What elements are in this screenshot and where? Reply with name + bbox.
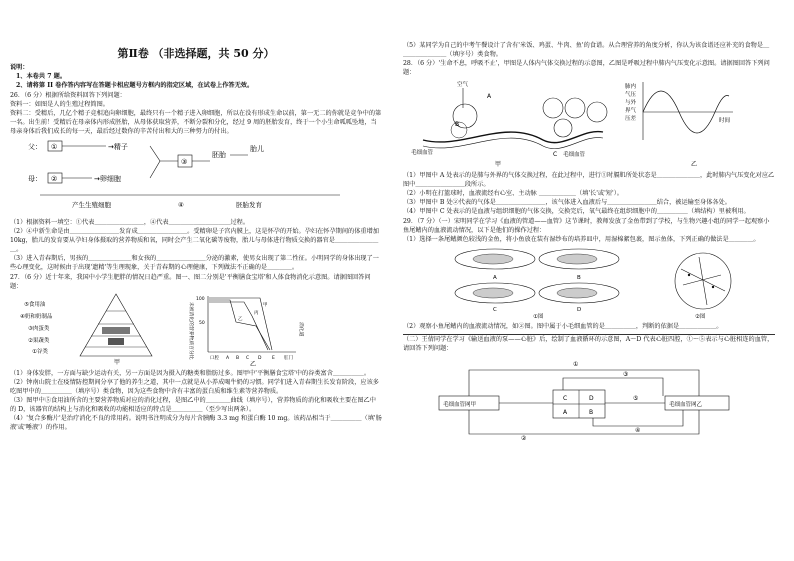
q26-answer-2: （2）④中新生命是由＿＿＿＿＿＿＿＿发育成＿＿＿＿＿＿＿＿。受精卵是子宫内膜上，这是怀孕的开始。孕妇在怀孕期间的体重增加 10kg，胎儿的发育要从孕妇身体摄取的营养物质和氧，同时会产生二氧化碳等废物，胎儿与母体进行物质交换的器官是＿＿＿＿＿＿＿＿。 bbox=[10, 227, 379, 253]
q28-answer-1: （1）甲图中 A 处表示的是肺与外界的气体交换过程，在此过程中，进行①时膈肌所处状态是＿＿＿＿＿＿＿，此时肺内气压变化对应乙图中＿＿＿＿＿＿＿＿段所示。 bbox=[403, 171, 775, 188]
chamber-d: D bbox=[589, 394, 594, 402]
q28-answer-4: （4）甲图中 C 处表示的是血液与组织细胞的气体交换，交换完后，氧气最终在组织细胞中的＿＿＿＿＿（填结构）里被利用。 bbox=[403, 207, 750, 215]
chamber-c: C bbox=[563, 394, 568, 402]
ylabel-2: 气压 bbox=[625, 91, 637, 98]
stage-development: 胚胎发育 bbox=[236, 200, 262, 209]
air-label: 空气 bbox=[457, 81, 469, 88]
right-column bbox=[403, 42, 775, 448]
stage-gametes: 产生生殖细胞 bbox=[72, 200, 111, 209]
vessel-bottom bbox=[469, 410, 699, 434]
time-label: 时间 bbox=[719, 117, 731, 124]
q28-answer-2: （2）小明在打篮球时，血液流经右心室、主动脉 ＿＿＿＿＿＿（填'长'或'短'）。 bbox=[403, 189, 623, 197]
fig-jia-28: 甲 bbox=[495, 160, 502, 168]
baby-label: 胎儿 bbox=[250, 144, 264, 153]
note-2: 2、请将第 II 卷作答内容写在答题卡相应题号方框内的指定区域，在试卷上作答无效。 bbox=[16, 81, 254, 89]
plot-ylabel: 未被消化的营养物质百分比 bbox=[188, 301, 193, 360]
fig-2: ②图 bbox=[695, 313, 706, 319]
q26-material-1: 资料一：如图是人的生殖过程简图。 bbox=[10, 100, 109, 108]
line-label-2: 乙 bbox=[238, 316, 243, 322]
pyramid-label-2: ②果蔬类 bbox=[28, 337, 50, 344]
opt-d: D bbox=[577, 306, 582, 313]
cap-label-1: 毛细血管 bbox=[411, 149, 434, 156]
blood-cell bbox=[712, 286, 714, 288]
chamber-a: A bbox=[563, 408, 568, 416]
q27-answer-3: （3）图甲中⑤食用油所含的主要营养物质对应的消化过程，是图乙中的＿＿＿＿曲线（填序号），营养物质的消化和吸收主要在图乙中的 D，该器官的结构上与消化和吸收的功能相适应的特点是＿＿＿＿＿（至少写出两条）。 bbox=[10, 396, 376, 413]
opt-a: A bbox=[493, 274, 497, 281]
q29-answer-1: （1）选择一条尾鳍颜色较浅的金鱼，将小鱼放在装有湿纱布的培养皿中，用湿棉絮包裹，图示鱼体，下列正确的做法是＿＿＿＿。 bbox=[403, 235, 760, 243]
q27-figures bbox=[10, 292, 382, 366]
q28-answer-3: （3）甲图中 B 处②代表的气体是＿＿＿＿＿＿＿＿，该气体进入血液后与＿＿＿＿＿＿＿＿结合，被运输至身体各处。 bbox=[403, 198, 731, 206]
curve-2 bbox=[209, 300, 270, 350]
pyramid-label-5: ⑤食用油 bbox=[24, 301, 46, 308]
xtick-a: A bbox=[226, 355, 230, 361]
opt-c: C bbox=[493, 306, 497, 313]
fig-jia: 甲 bbox=[114, 358, 121, 366]
sperm-label: →精子 bbox=[108, 142, 128, 151]
blood-vessel bbox=[423, 131, 603, 142]
pyramid-label-1: ①谷类 bbox=[32, 348, 48, 355]
vessel-4: ④ bbox=[635, 426, 641, 434]
q26-answer-3: （3）进入青春期后，男孩的＿＿＿＿＿＿＿和女孩的＿＿＿＿＿＿＿＿分泌的激素，使男女出现了第二性征。小明同学的身体出现了一些心理变化，这时候由于出现'遗精'等生理现象，关于青春期的心理健康，下列做法不正确的是＿＿＿＿。 bbox=[10, 254, 379, 271]
left-column bbox=[10, 44, 382, 433]
tissue-cell-2 bbox=[565, 98, 585, 118]
reproduction-diagram bbox=[10, 137, 382, 215]
label-b: B bbox=[455, 120, 460, 128]
fig-1: ①图 bbox=[533, 313, 544, 319]
chamber-b: B bbox=[589, 408, 594, 416]
ylabel-4: 界气 bbox=[625, 107, 637, 114]
q26-stem: 26．（6 分）根据所给资料回答下列问题： bbox=[10, 91, 126, 99]
pyramid-label-3: ③肉蛋类 bbox=[28, 325, 50, 332]
embryo-label: 胚胎 bbox=[212, 150, 226, 159]
cap-label-2: 毛细血管 bbox=[563, 151, 586, 158]
circle-2: ② bbox=[51, 174, 58, 183]
pyramid-label-4: ④奶和奶制品 bbox=[20, 313, 53, 320]
ylabel-1: 肺内 bbox=[625, 83, 637, 90]
vessel-bottom-inner bbox=[593, 410, 683, 426]
fig-yi-28: 乙 bbox=[691, 160, 698, 168]
capillary-right: 毛细血管网乙 bbox=[669, 401, 703, 408]
blood-cell bbox=[688, 274, 690, 276]
ytick-100: 100 bbox=[196, 296, 205, 302]
q27-answer-4: （4）'复合多酶片'是治疗消化不良的常用药。说明书注明成分为每片含胰酶 3.3 mg 和蛋白酶 10 mg。该药品相当于＿＿＿＿＿（填'肠液'或'唾液'）的作用。 bbox=[10, 414, 382, 431]
q26-material-2: 资料二：受精后，几亿个精子竞相追向卵细胞，最终只有一个精子进入卵细胞，所以在没有形成生命以前，第一无二的你就是竞争中的第一名。出生前！受精后在母亲体内形成胚胎，从母体获取营养，不断分裂和分化，经过 9 周的胚胎发育，终于一个小生命呱呱坠地，当母亲身体后我们成长的每一天，最后经过数你的辛苦付出和大的三种努力的付出。 bbox=[10, 109, 382, 135]
circle-3: ③ bbox=[181, 157, 188, 166]
label-c: C bbox=[553, 150, 558, 158]
q28-figures bbox=[403, 78, 775, 168]
notes-head: 说明： bbox=[10, 64, 29, 71]
q28-stem: 28．（6 分）'生命不息，呼吸不止'，甲图是人体内气体交换过程的示意图，乙图是呼吸过程中肺内气压变化示意图。请据图回答下列问题： bbox=[403, 59, 770, 76]
opt-b: B bbox=[577, 274, 581, 281]
page-title: 第Ⅱ卷 （非选择题，共 50 分） bbox=[117, 47, 275, 60]
xtick-d: D bbox=[258, 355, 262, 361]
circle-1: ① bbox=[51, 142, 58, 151]
label-a: A bbox=[487, 92, 492, 100]
vessel-2: ② bbox=[521, 434, 527, 442]
capillary-left: 毛细血管网甲 bbox=[443, 401, 477, 408]
circulation-diagram bbox=[403, 354, 775, 444]
tissue-cell-1 bbox=[543, 98, 563, 118]
food-image bbox=[108, 338, 124, 345]
ytick-50: 50 bbox=[199, 320, 205, 326]
vessel-5: ⑤ bbox=[633, 394, 639, 402]
xtick-b: B bbox=[236, 355, 240, 361]
xtick-e: E bbox=[272, 355, 275, 361]
vessels bbox=[681, 257, 725, 305]
mother-label: 母： bbox=[28, 174, 42, 183]
plot-xlabel: 消化道 bbox=[298, 321, 303, 337]
blood-vessel-lower bbox=[423, 137, 603, 148]
fig-yi: 乙 bbox=[250, 360, 257, 366]
xtick-c: C bbox=[246, 355, 250, 361]
q27-answer-5: （5）某同学为自己的中考午餐设计了含有'米饭、鸡蛋、牛肉、鱼'的食谱。从合理营养的角度分析，你认为该食谱还应补充的食物是＿＿＿＿＿＿＿＿（填序号）类食物。 bbox=[403, 42, 770, 58]
food-pyramid bbox=[80, 294, 152, 356]
curve-3 bbox=[209, 302, 268, 350]
line-label-3: 丙 bbox=[254, 310, 259, 316]
q27-answer-1: （1）身体发胖，一方面与缺少运动有关，另一方面是因为摄入的糖类和脂肪过多。图甲中'平衡膳食宝塔'中的谷类富含＿＿＿＿＿。 bbox=[10, 369, 371, 377]
vessel-top-inner bbox=[563, 378, 663, 396]
ylabel-5: 压差 bbox=[625, 115, 637, 122]
egg-label: →卵细胞 bbox=[94, 174, 121, 183]
vessel-3: ③ bbox=[623, 370, 629, 378]
tissue-cell-4 bbox=[554, 119, 572, 137]
vessel-1: ① bbox=[573, 360, 579, 368]
q27-answer-2: （2）钟南山院士在疫情防控期间分享了他的养生之道，其中一点就是从小养成喝牛奶的习惯。同学们进入青春期生长发育阶段，应该多吃图甲中的＿＿＿＿＿（填序号）类食物，因为这些食物中含有丰富的蛋白质和维生素等营养物质。 bbox=[10, 378, 379, 395]
fish-a bbox=[473, 254, 513, 264]
q26-answer-1: （1）根据资料一填空：①代表＿＿＿＿＿＿＿＿，④代表＿＿＿＿＿＿＿＿＿＿过程。 bbox=[10, 218, 250, 226]
fish-c bbox=[473, 288, 513, 298]
vessel-top bbox=[469, 370, 699, 396]
q29-stem: 29．（7 分）（一）宋明同学在学习《血液的管道——血管》这节课时，教师发放了金鱼带到了学校，与生物兴趣小组的同学一起观察小鱼尾鳍内的血液流动情况，以下是他们的操作过程： bbox=[403, 217, 770, 234]
ylabel-3: 与外 bbox=[625, 99, 637, 106]
fish-d bbox=[557, 288, 597, 298]
q27-stem: 27．（6 分）近十年来，我国中小学生肥胖的情况日趋严重。图一、图二分别是'平衡膳食宝塔'和人体食物消化示意图。请据图回答问题： bbox=[10, 273, 371, 290]
food-image bbox=[102, 327, 130, 334]
q29-section-2: （二）王倩同学在学习《输送血液的泵——心脏》后，绘制了血液循环的示意图，A～D 代表心脏四腔，①～⑤表示与心脏相连的血管，请回答下列问题： bbox=[403, 335, 774, 352]
father-label: 父： bbox=[28, 142, 42, 151]
xtick-anus: 肛门 bbox=[284, 355, 293, 361]
q29-answer-2: （2）观察小鱼尾鳍内的血液流动情况，如②图。图中属于小毛细血管的是＿＿＿＿＿，判断的依据是＿＿＿＿＿＿。 bbox=[403, 322, 723, 330]
q29-fish-figures bbox=[403, 245, 775, 319]
xtick-mouth: 口腔 bbox=[210, 355, 219, 361]
merge-lines bbox=[150, 146, 160, 178]
circle-4: ④ bbox=[178, 200, 184, 209]
line-label-1: 甲 bbox=[263, 302, 268, 308]
fish-b bbox=[557, 254, 597, 264]
tissue-cell-3 bbox=[587, 102, 607, 122]
note-1: 1、本卷共 7 题。 bbox=[16, 72, 67, 80]
